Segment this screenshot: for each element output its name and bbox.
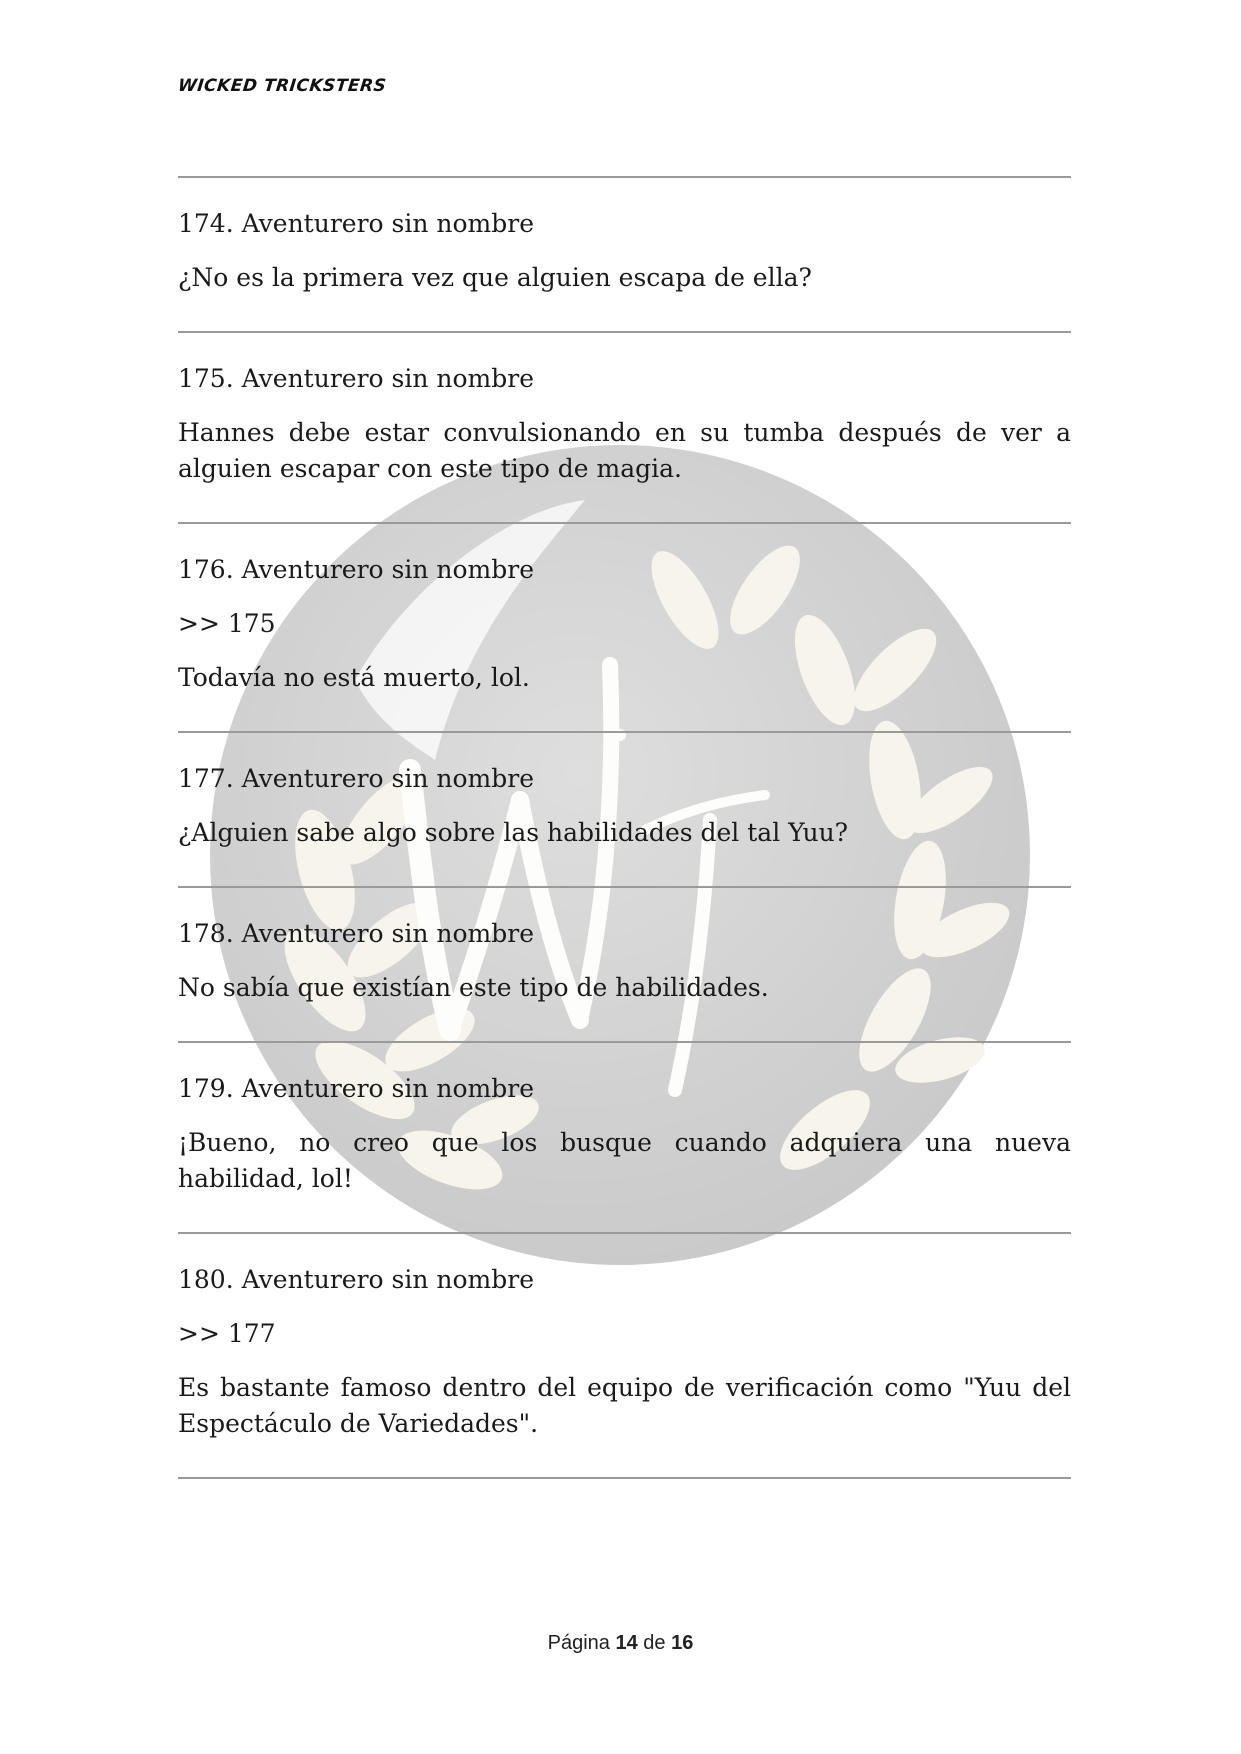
post-divider <box>178 1477 1071 1479</box>
post-174 <box>178 178 1071 331</box>
post-author: 176. Aventurero sin nombre <box>178 555 534 584</box>
post-author: 178. Aventurero sin nombre <box>178 919 534 948</box>
post-author: 179. Aventurero sin nombre <box>178 1074 534 1103</box>
post-text: Hannes debe estar convulsionando en su tumba después de ver a alguien escapar con este tipo de magia. <box>178 418 1071 483</box>
document-header: WICKED TRICKSTERS <box>176 76 388 96</box>
post-author: 177. Aventurero sin nombre <box>178 764 534 793</box>
current-page-number: 14 <box>615 1632 638 1654</box>
page-label: Página <box>547 1632 610 1654</box>
post-175 <box>178 333 1071 522</box>
post-quote-reference: >> 177 <box>178 1319 276 1348</box>
post-text: Es bastante famoso dentro del equipo de verificación como "Yuu del Espectáculo de Variedades". <box>178 1373 1071 1438</box>
post-text: ¡Bueno, no creo que los busque cuando adquiera una nueva habilidad, lol! <box>178 1128 1071 1193</box>
page-of-label: de <box>643 1632 666 1654</box>
post-author: 175. Aventurero sin nombre <box>178 364 534 393</box>
post-text: Todavía no está muerto, lol. <box>178 663 530 692</box>
page-footer <box>0 1632 1241 1655</box>
post-text: ¿No es la primera vez que alguien escapa de ella? <box>178 263 812 292</box>
post-author: 180. Aventurero sin nombre <box>178 1265 534 1294</box>
post-177 <box>178 733 1071 886</box>
post-180 <box>178 1234 1071 1477</box>
total-pages-number: 16 <box>671 1632 694 1654</box>
post-author: 174. Aventurero sin nombre <box>178 209 534 238</box>
post-quote-reference: >> 175 <box>178 609 276 638</box>
post-text: No sabía que existían este tipo de habilidades. <box>178 973 769 1002</box>
post-179 <box>178 1043 1071 1232</box>
forum-thread <box>178 176 1071 1479</box>
post-178 <box>178 888 1071 1041</box>
post-176 <box>178 524 1071 731</box>
post-text: ¿Alguien sabe algo sobre las habilidades del tal Yuu? <box>178 818 849 847</box>
